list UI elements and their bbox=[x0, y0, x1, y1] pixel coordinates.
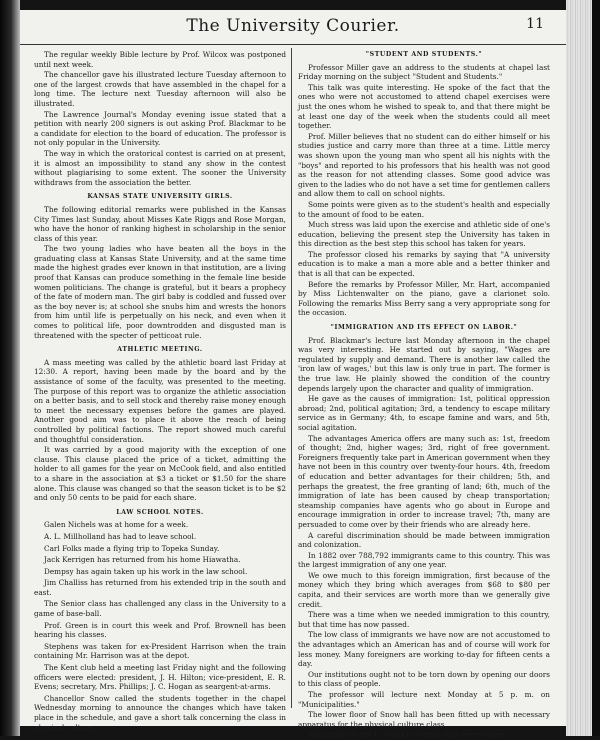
law-note-item: Carl Folks made a flying trip to Topeka Sunday. bbox=[44, 543, 220, 553]
article-paragraph: The following editorial remarks were published in the Kansas City Times last Sunday, about Misses Kate Riggs and Rose Morgan, who have the honor of ranking highest in scholarship in the senior class of this year. bbox=[34, 204, 286, 243]
law-note-item: Stephens was taken for ex-President Harrison when the train containing Mr. Harrison was at the depot. bbox=[34, 641, 286, 661]
article-paragraph: It was carried by a good majority with the exception of one clause. This clause placed the price of a ticket, admitting the holder to all games for the year on McCook field, and also entitled to a share in the association at $3 a ticket or $1.50 for the share alone. This clause was changed so that the season ticket is to be $2 and only 50 cents to be paid for each share. bbox=[34, 445, 286, 503]
article-paragraph: We owe much to this foreign immigration, first because of the money which they bring which averages from $68 to $80 per capita, and their services are worth more than we generally give credit. bbox=[298, 570, 550, 609]
book-page-edges-right bbox=[566, 0, 600, 736]
column-divider bbox=[291, 48, 292, 708]
article-paragraph: The two young ladies who have beaten all the boys in the graduating class at Kansas State University, and at the same time made the highest grades ever known in that institution, are a living proof that Kansas can produce something in the female line beside women politicians. The change is grateful, but it bears a prophecy of the fate of modern man. The girl baby is coddled and fussed over as the boy never is; at school she snubs him and wrests the honors from him until life is perpetually on his neck, and even when it comes to political life, poor downtrodden and disgusted man is threatened with the specter of petticoat rule. bbox=[34, 244, 286, 340]
article-paragraph: Much stress was laid upon the exercise and athletic side of one's education, believing the present step the University has taken in this direction as the best step this school has taken for years. bbox=[298, 220, 550, 249]
right-column bbox=[298, 50, 550, 740]
article-paragraph: The low class of immigrants we have now are not accustomed to the advantages which an American has and of course will work for less money. Many foreigners are working to-day for fifteen cents a day. bbox=[298, 630, 550, 669]
news-item: The chancellor gave his illustrated lecture Tuesday afternoon to one of the largest crowds that have assembled in the chapel for a long time. The lecture next Tuesday afternoon will also be illustrated. bbox=[34, 70, 286, 108]
article-paragraph: Our institutions ought not to be torn down by opening our doors to this class of people. bbox=[298, 669, 550, 689]
article-paragraph: The lower floor of Snow hall has been fitted up with necessary apparatus for the physical culture class. bbox=[298, 710, 550, 729]
news-item: The way in which the oratorical contest is carried on at present, it is almost an impossibility to stand any show in the contest without plagiarising to some extent. The sooner the University withdraws from the association the better. bbox=[34, 148, 286, 187]
article-paragraph: Prof. Miller believes that no student can do either himself or his studies justice and carry more than three at a time. Little mercy was shown upon the young man who spent all his nights with the "boys" and reported to his professors that his health was not good as the reason for not attending classes. Some good advice was given to the ladies who do not have a set time for gentlemen callers and allow them to call on school nights. bbox=[298, 131, 550, 199]
section-heading-student-and-students: "STUDENT AND STUDENTS." bbox=[365, 51, 483, 58]
newspaper-page bbox=[20, 10, 566, 740]
binding-edge-left bbox=[0, 0, 20, 736]
page-header bbox=[20, 10, 566, 45]
news-item: The Lawrence Journal's Monday evening issue stated that a petition with nearly 200 signers is out asking Prof. Blackmar to be a candidate for election to the board of education. The professor is not only popular in the University. bbox=[34, 109, 286, 148]
law-note-item: Jack Kerrigen has returned from his home Hiawatha. bbox=[44, 555, 241, 565]
left-column bbox=[34, 50, 286, 732]
article-paragraph: This talk was quite interesting. He spoke of the fact that the ones who were not accustomed to attend chapel exercises were just the ones whom he wished to speak to, and that there might be at least one day of the week when the students could all meet together. bbox=[298, 82, 550, 131]
article-paragraph: In 1882 over 788,792 immigrants came to this country. This was the largest immigration of any one year. bbox=[298, 550, 550, 570]
law-note-item: Chancellor Snow called the students together in the chapel Wednesday morning to announce the changes which have taken place in the schedule, and gave a short talk concerning the class in physical culture. bbox=[34, 693, 286, 732]
subscribe-notice: Subscribe for the COURIER—better than ever before. bbox=[308, 730, 508, 740]
article-paragraph: He gave as the causes of immigration: 1st, political oppression abroad; 2nd, political agitation; 3rd, a tendency to escape military service as in Germany; 4th, to escape famine and wars, and 5th, social agitation. bbox=[298, 394, 550, 432]
article-paragraph: There was a time when we needed immigration to this country, but that time has now passed. bbox=[298, 610, 550, 629]
law-note-item: Galen Nichels was at home for a week. bbox=[44, 520, 189, 530]
law-note-item: The Kent club held a meeting last Friday night and the following officers were elected: president, J. H. Hilton; vice-president, E. R. Evens; secretary, Mrs. Phillips; J. C. Hogan as seargent-at-arms. bbox=[34, 663, 286, 692]
article-paragraph: A careful discrimination should be made between immigration and colonization. bbox=[298, 530, 550, 550]
article-paragraph: Prof. Blackmar's lecture last Monday afternoon in the chapel was very interesting. He started out by saying, "Wages are regulated by supply and demand. There is another law called the 'iron law of wages,' but this law is only true in part. The former is the true law. He plainly showed the condition of the country depends largely upon the character and quality of immigration. bbox=[298, 335, 550, 393]
article-paragraph: Professor Miller gave an address to the students at chapel last Friday morning on the subject "Student and Students." bbox=[298, 62, 550, 82]
article-paragraph: The professor will lecture next Monday at 5 p. m. on "Municipalities." bbox=[298, 690, 550, 709]
law-note-item: Dempsy has again taken up his work in the law school. bbox=[44, 566, 248, 576]
section-heading-athletic-meeting: ATHLETIC MEETING. bbox=[117, 346, 203, 354]
article-paragraph: The professor closed his remarks by saying that "A university education is to make a man a more able and a better thinker and that is all that can be expected. bbox=[298, 249, 550, 279]
section-heading-law-school-notes: LAW SCHOOL NOTES. bbox=[116, 508, 204, 516]
masthead-title: The University Courier. bbox=[186, 16, 400, 36]
law-note-item: Jim Challiss has returned from his extended trip in the south and east. bbox=[34, 578, 286, 597]
law-note-item: Prof. Green is in court this week and Prof. Brownell has been hearing his classes. bbox=[34, 620, 286, 640]
section-heading-kansas-girls: KANSAS STATE UNIVERSITY GIRLS. bbox=[87, 193, 233, 201]
news-item: The regular weekly Bible lecture by Prof. Wilcox was postponed until next week. bbox=[34, 50, 286, 69]
section-heading-immigration: "IMMIGRATION AND ITS EFFECT ON LABOR." bbox=[330, 324, 518, 332]
article-paragraph: A mass meeting was called by the athletic board last Friday at 12:30. A report, having been made by the board and by the assistance of some of the faculty, was presented to the meeting. The purpose of this report was to organize the athletic association on a better basis, and to sell stock and thereby raise money enough to meet the necessary expenses before the games are played. Another good aim was to place it above the reach of being controlled by political factions. The report showed much careful and thoughtful consideration. bbox=[34, 357, 286, 444]
law-note-item: A. L. Millholland has had to leave school. bbox=[44, 531, 197, 541]
law-note-item: The Senior class has challenged any class in the University to a game of base-ball. bbox=[34, 599, 286, 619]
article-paragraph: Some points were given as to the student's health and especially to the amount of food to be eaten. bbox=[298, 199, 550, 219]
page-number: 11 bbox=[526, 16, 544, 32]
article-paragraph: Before the remarks by Professor Miller, Mr. Hart, accompanied by Miss Lichtenwalter on the piano, gave a clarionet solo. Following the remarks Miss Berry sang a very appropriate song for the occasion. bbox=[298, 279, 550, 318]
article-paragraph: The advantages America offers are many such as: 1st, freedom of thought; 2nd, higher wages; 3rd, right of free government. Foreigners frequently take part in American government when they have not been in this country over twenty-four hours. 4th, freedom of education and better advantages for their children; 5th, and perhaps the greatest, the free granting of land; 6th, much of the immigration of late has been caused by cheap transportation; steamship companies have agents who go about in Europe and encourage immigration in order to increase travel; 7th, many are persuaded to come over by their friends who are already here. bbox=[298, 433, 550, 529]
